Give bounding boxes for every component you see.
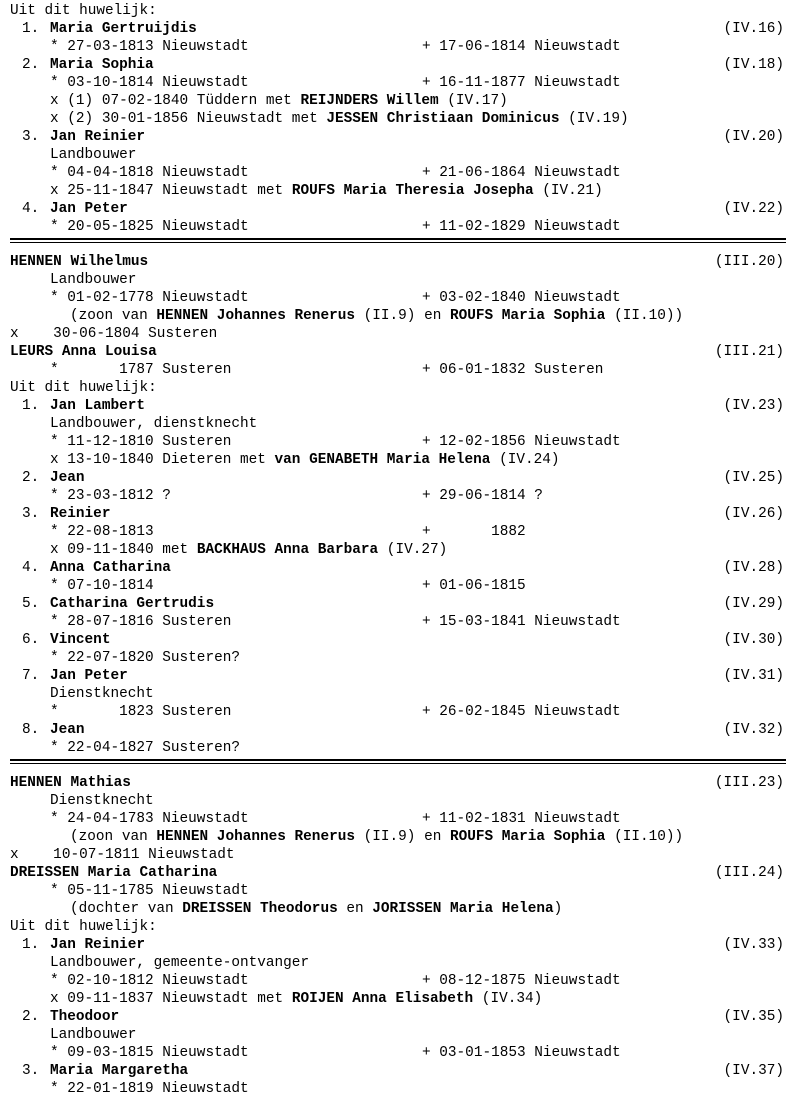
rich-text (50, 110, 629, 128)
section-separator (10, 238, 786, 240)
reference-code: (III.24) (714, 865, 784, 881)
text-fragment: 2. (22, 1009, 48, 1025)
person-name: LEURS Anna Louisa (10, 344, 157, 360)
text-line (0, 577, 800, 595)
text-fragment: x 30-06-1804 Susteren (10, 326, 218, 342)
text-fragment: + 11-02-1831 Nieuwstadt (422, 811, 621, 827)
person-name: JORISSEN Maria Helena (372, 901, 554, 917)
text-line (0, 846, 800, 864)
text-fragment: * 02-10-1812 Nieuwstadt (50, 973, 249, 989)
text-fragment: (II.10)) (605, 308, 684, 324)
text-fragment: (IV.19) (559, 111, 629, 127)
text-fragment: * 09-03-1815 Nieuwstadt (50, 1045, 249, 1061)
text-line (0, 397, 800, 415)
text-fragment: (II.10)) (605, 829, 684, 845)
text-fragment: + 15-03-1841 Nieuwstadt (422, 614, 621, 630)
text-fragment: Uit dit huwelijk: (10, 919, 157, 935)
text-line (0, 487, 800, 505)
person-name: BACKHAUS Anna Barbara (196, 542, 379, 558)
person-name: HENNEN Johannes Renerus (156, 308, 355, 324)
person-name: DREISSEN Theodorus (182, 901, 338, 917)
text-fragment: (dochter van (70, 901, 183, 917)
text-line (0, 451, 800, 469)
text-fragment: * 22-08-1813 (50, 524, 154, 540)
person-name: Jean (50, 470, 85, 486)
person-name: Jean (50, 722, 85, 738)
text-line (0, 379, 800, 397)
text-line (0, 918, 800, 936)
text-line (0, 864, 800, 882)
person-name: Jan Peter (50, 201, 128, 217)
text-fragment: + 16-11-1877 Nieuwstadt (422, 75, 621, 91)
text-fragment: en (337, 901, 373, 917)
reference-code: (IV.22) (723, 201, 784, 217)
text-fragment: (II.9) en (354, 829, 450, 845)
text-line (0, 523, 800, 541)
text-fragment: * 1823 Susteren (50, 704, 232, 720)
text-line (0, 2, 800, 20)
text-fragment: * 07-10-1814 (50, 578, 154, 594)
text-fragment: * 24-04-1783 Nieuwstadt (50, 811, 249, 827)
text-line (0, 325, 800, 343)
text-line (0, 810, 800, 828)
text-line (0, 271, 800, 289)
person-name: Jan Lambert (50, 398, 145, 414)
rich-text (50, 990, 542, 1008)
text-line (0, 128, 800, 146)
rich-text (50, 182, 603, 200)
person-name: REIJNDERS Willem (300, 93, 439, 109)
text-fragment: x 09-11-1840 met (50, 542, 197, 558)
person-name: Maria Margaretha (50, 1063, 189, 1079)
reference-code: (III.21) (714, 344, 784, 360)
text-line (0, 900, 800, 918)
text-line (0, 361, 800, 379)
text-fragment: (IV.34) (473, 991, 543, 1007)
text-fragment: * 11-12-1810 Susteren (50, 434, 232, 450)
text-fragment: 4. (22, 201, 48, 217)
text-line (0, 631, 800, 649)
text-fragment: 5. (22, 596, 48, 612)
text-fragment: * 03-10-1814 Nieuwstadt (50, 75, 249, 91)
text-fragment: x 09-11-1837 Nieuwstadt met (50, 991, 292, 1007)
text-line (0, 343, 800, 361)
text-line (0, 559, 800, 577)
text-fragment: * 05-11-1785 Nieuwstadt (50, 883, 249, 899)
text-fragment: + 12-02-1856 Nieuwstadt (422, 434, 621, 450)
reference-code: (IV.23) (723, 398, 784, 414)
text-line (0, 828, 800, 846)
person-name: HENNEN Wilhelmus (10, 254, 149, 270)
text-line (0, 1008, 800, 1026)
text-line (0, 774, 800, 792)
text-fragment: (zoon van (70, 308, 157, 324)
text-fragment: Landbouwer (50, 147, 137, 163)
text-fragment: 8. (22, 722, 48, 738)
text-fragment: 3. (22, 1063, 48, 1079)
person-name: Theodoor (50, 1009, 120, 1025)
reference-code: (IV.16) (723, 21, 784, 37)
reference-code: (IV.37) (723, 1063, 784, 1079)
reference-code: (IV.35) (723, 1009, 784, 1025)
text-fragment: (IV.17) (438, 93, 508, 109)
section-separator-thin (10, 763, 786, 764)
reference-code: (IV.25) (723, 470, 784, 486)
text-fragment: x (1) 07-02-1840 Tüddern met (50, 93, 301, 109)
text-line (0, 110, 800, 128)
text-line (0, 595, 800, 613)
text-fragment: Landbouwer, gemeente-ontvanger (50, 955, 310, 971)
text-fragment: 1. (22, 398, 48, 414)
text-line (0, 954, 800, 972)
text-fragment: x 25-11-1847 Nieuwstadt met (50, 183, 292, 199)
text-fragment: 2. (22, 470, 48, 486)
reference-code: (IV.33) (723, 937, 784, 953)
text-fragment: + 17-06-1814 Nieuwstadt (422, 39, 621, 55)
text-fragment: 3. (22, 129, 48, 145)
section-separator-thin (10, 242, 786, 243)
text-line (0, 990, 800, 1008)
text-fragment: + 06-01-1832 Susteren (422, 362, 604, 378)
text-fragment: Uit dit huwelijk: (10, 3, 157, 19)
text-line (0, 164, 800, 182)
text-line (0, 415, 800, 433)
rich-text (70, 307, 683, 325)
text-fragment: 7. (22, 668, 48, 684)
text-line (0, 182, 800, 200)
text-fragment: * 04-04-1818 Nieuwstadt (50, 165, 249, 181)
person-name: Anna Catharina (50, 560, 171, 576)
person-name: Vincent (50, 632, 111, 648)
text-fragment: x 13-10-1840 Dieteren met (50, 452, 275, 468)
person-name: HENNEN Johannes Renerus (156, 829, 355, 845)
text-line (0, 882, 800, 900)
reference-code: (IV.18) (723, 57, 784, 73)
person-name: Catharina Gertrudis (50, 596, 215, 612)
text-line (0, 38, 800, 56)
text-fragment: x 10-07-1811 Nieuwstadt (10, 847, 235, 863)
text-line (0, 505, 800, 523)
text-fragment: (IV.27) (378, 542, 448, 558)
person-name: Jan Reinier (50, 937, 145, 953)
text-line (0, 289, 800, 307)
text-fragment: + 21-06-1864 Nieuwstadt (422, 165, 621, 181)
text-fragment: Uit dit huwelijk: (10, 380, 157, 396)
section-separator (10, 759, 786, 761)
text-line (0, 703, 800, 721)
person-name: van GENABETH Maria Helena (274, 452, 491, 468)
reference-code: (IV.31) (723, 668, 784, 684)
rich-text (50, 541, 447, 559)
rich-text (70, 900, 562, 918)
text-fragment: * 22-04-1827 Susteren? (50, 740, 240, 756)
reference-code: (IV.30) (723, 632, 784, 648)
text-line (0, 541, 800, 559)
text-fragment: 3. (22, 506, 48, 522)
text-fragment: (IV.21) (533, 183, 603, 199)
text-fragment: x (2) 30-01-1856 Nieuwstadt met (50, 111, 327, 127)
text-fragment: (zoon van (70, 829, 157, 845)
text-fragment: + 03-02-1840 Nieuwstadt (422, 290, 621, 306)
text-line (0, 200, 800, 218)
person-name: HENNEN Mathias (10, 775, 131, 791)
text-line (0, 433, 800, 451)
text-fragment: * 27-03-1813 Nieuwstadt (50, 39, 249, 55)
text-line (0, 146, 800, 164)
text-fragment: + 26-02-1845 Nieuwstadt (422, 704, 621, 720)
text-line (0, 1044, 800, 1062)
text-fragment: * 28-07-1816 Susteren (50, 614, 232, 630)
rich-text (50, 92, 508, 110)
reference-code: (IV.26) (723, 506, 784, 522)
reference-code: (IV.29) (723, 596, 784, 612)
text-line (0, 56, 800, 74)
reference-code: (IV.32) (723, 722, 784, 738)
person-name: ROIJEN Anna Elisabeth (291, 991, 474, 1007)
text-line (0, 936, 800, 954)
reference-code: (IV.20) (723, 129, 784, 145)
text-fragment: ) (553, 901, 563, 917)
person-name: ROUFS Maria Theresia Josepha (291, 183, 534, 199)
text-fragment: 6. (22, 632, 48, 648)
person-name: Maria Sophia (50, 57, 154, 73)
person-name: DREISSEN Maria Catharina (10, 865, 218, 881)
text-line (0, 218, 800, 236)
text-fragment: 2. (22, 57, 48, 73)
text-line (0, 792, 800, 810)
text-line (0, 1080, 800, 1098)
person-name: JESSEN Christiaan Dominicus (326, 111, 560, 127)
text-line (0, 307, 800, 325)
person-name: Reinier (50, 506, 111, 522)
text-line (0, 667, 800, 685)
text-fragment: * 01-02-1778 Nieuwstadt (50, 290, 249, 306)
text-line (0, 74, 800, 92)
text-fragment: * 1787 Susteren (50, 362, 232, 378)
text-line (0, 721, 800, 739)
text-fragment: Landbouwer, dienstknecht (50, 416, 258, 432)
text-line (0, 1026, 800, 1044)
reference-code: (III.20) (714, 254, 784, 270)
text-fragment: 1. (22, 21, 48, 37)
text-fragment: * 22-07-1820 Susteren? (50, 650, 240, 666)
text-fragment: + 29-06-1814 ? (422, 488, 543, 504)
text-fragment: * 20-05-1825 Nieuwstadt (50, 219, 249, 235)
text-fragment: Dienstknecht (50, 686, 154, 702)
text-line (0, 20, 800, 38)
text-fragment: + 01-06-1815 (422, 578, 526, 594)
text-fragment: (IV.24) (490, 452, 560, 468)
text-line (0, 649, 800, 667)
text-fragment: (II.9) en (354, 308, 450, 324)
text-fragment: * 22-01-1819 Nieuwstadt (50, 1081, 249, 1097)
reference-code: (III.23) (714, 775, 784, 791)
text-line (0, 739, 800, 757)
text-fragment: * 23-03-1812 ? (50, 488, 171, 504)
rich-text (50, 451, 560, 469)
text-line (0, 469, 800, 487)
text-line (0, 972, 800, 990)
text-fragment: Landbouwer (50, 272, 137, 288)
person-name: Maria Gertruijdis (50, 21, 197, 37)
person-name: ROUFS Maria Sophia (449, 308, 606, 324)
text-fragment: + 03-01-1853 Nieuwstadt (422, 1045, 621, 1061)
person-name: Jan Peter (50, 668, 128, 684)
text-fragment: + 11-02-1829 Nieuwstadt (422, 219, 621, 235)
text-fragment: Landbouwer (50, 1027, 137, 1043)
person-name: Jan Reinier (50, 129, 145, 145)
text-line (0, 685, 800, 703)
person-name: ROUFS Maria Sophia (449, 829, 606, 845)
text-fragment: + 08-12-1875 Nieuwstadt (422, 973, 621, 989)
text-line (0, 1062, 800, 1080)
text-line (0, 613, 800, 631)
text-fragment: + 1882 (422, 524, 526, 540)
text-line (0, 92, 800, 110)
reference-code: (IV.28) (723, 560, 784, 576)
rich-text (70, 828, 683, 846)
text-fragment: 1. (22, 937, 48, 953)
text-line (0, 253, 800, 271)
text-fragment: Dienstknecht (50, 793, 154, 809)
text-fragment: 4. (22, 560, 48, 576)
